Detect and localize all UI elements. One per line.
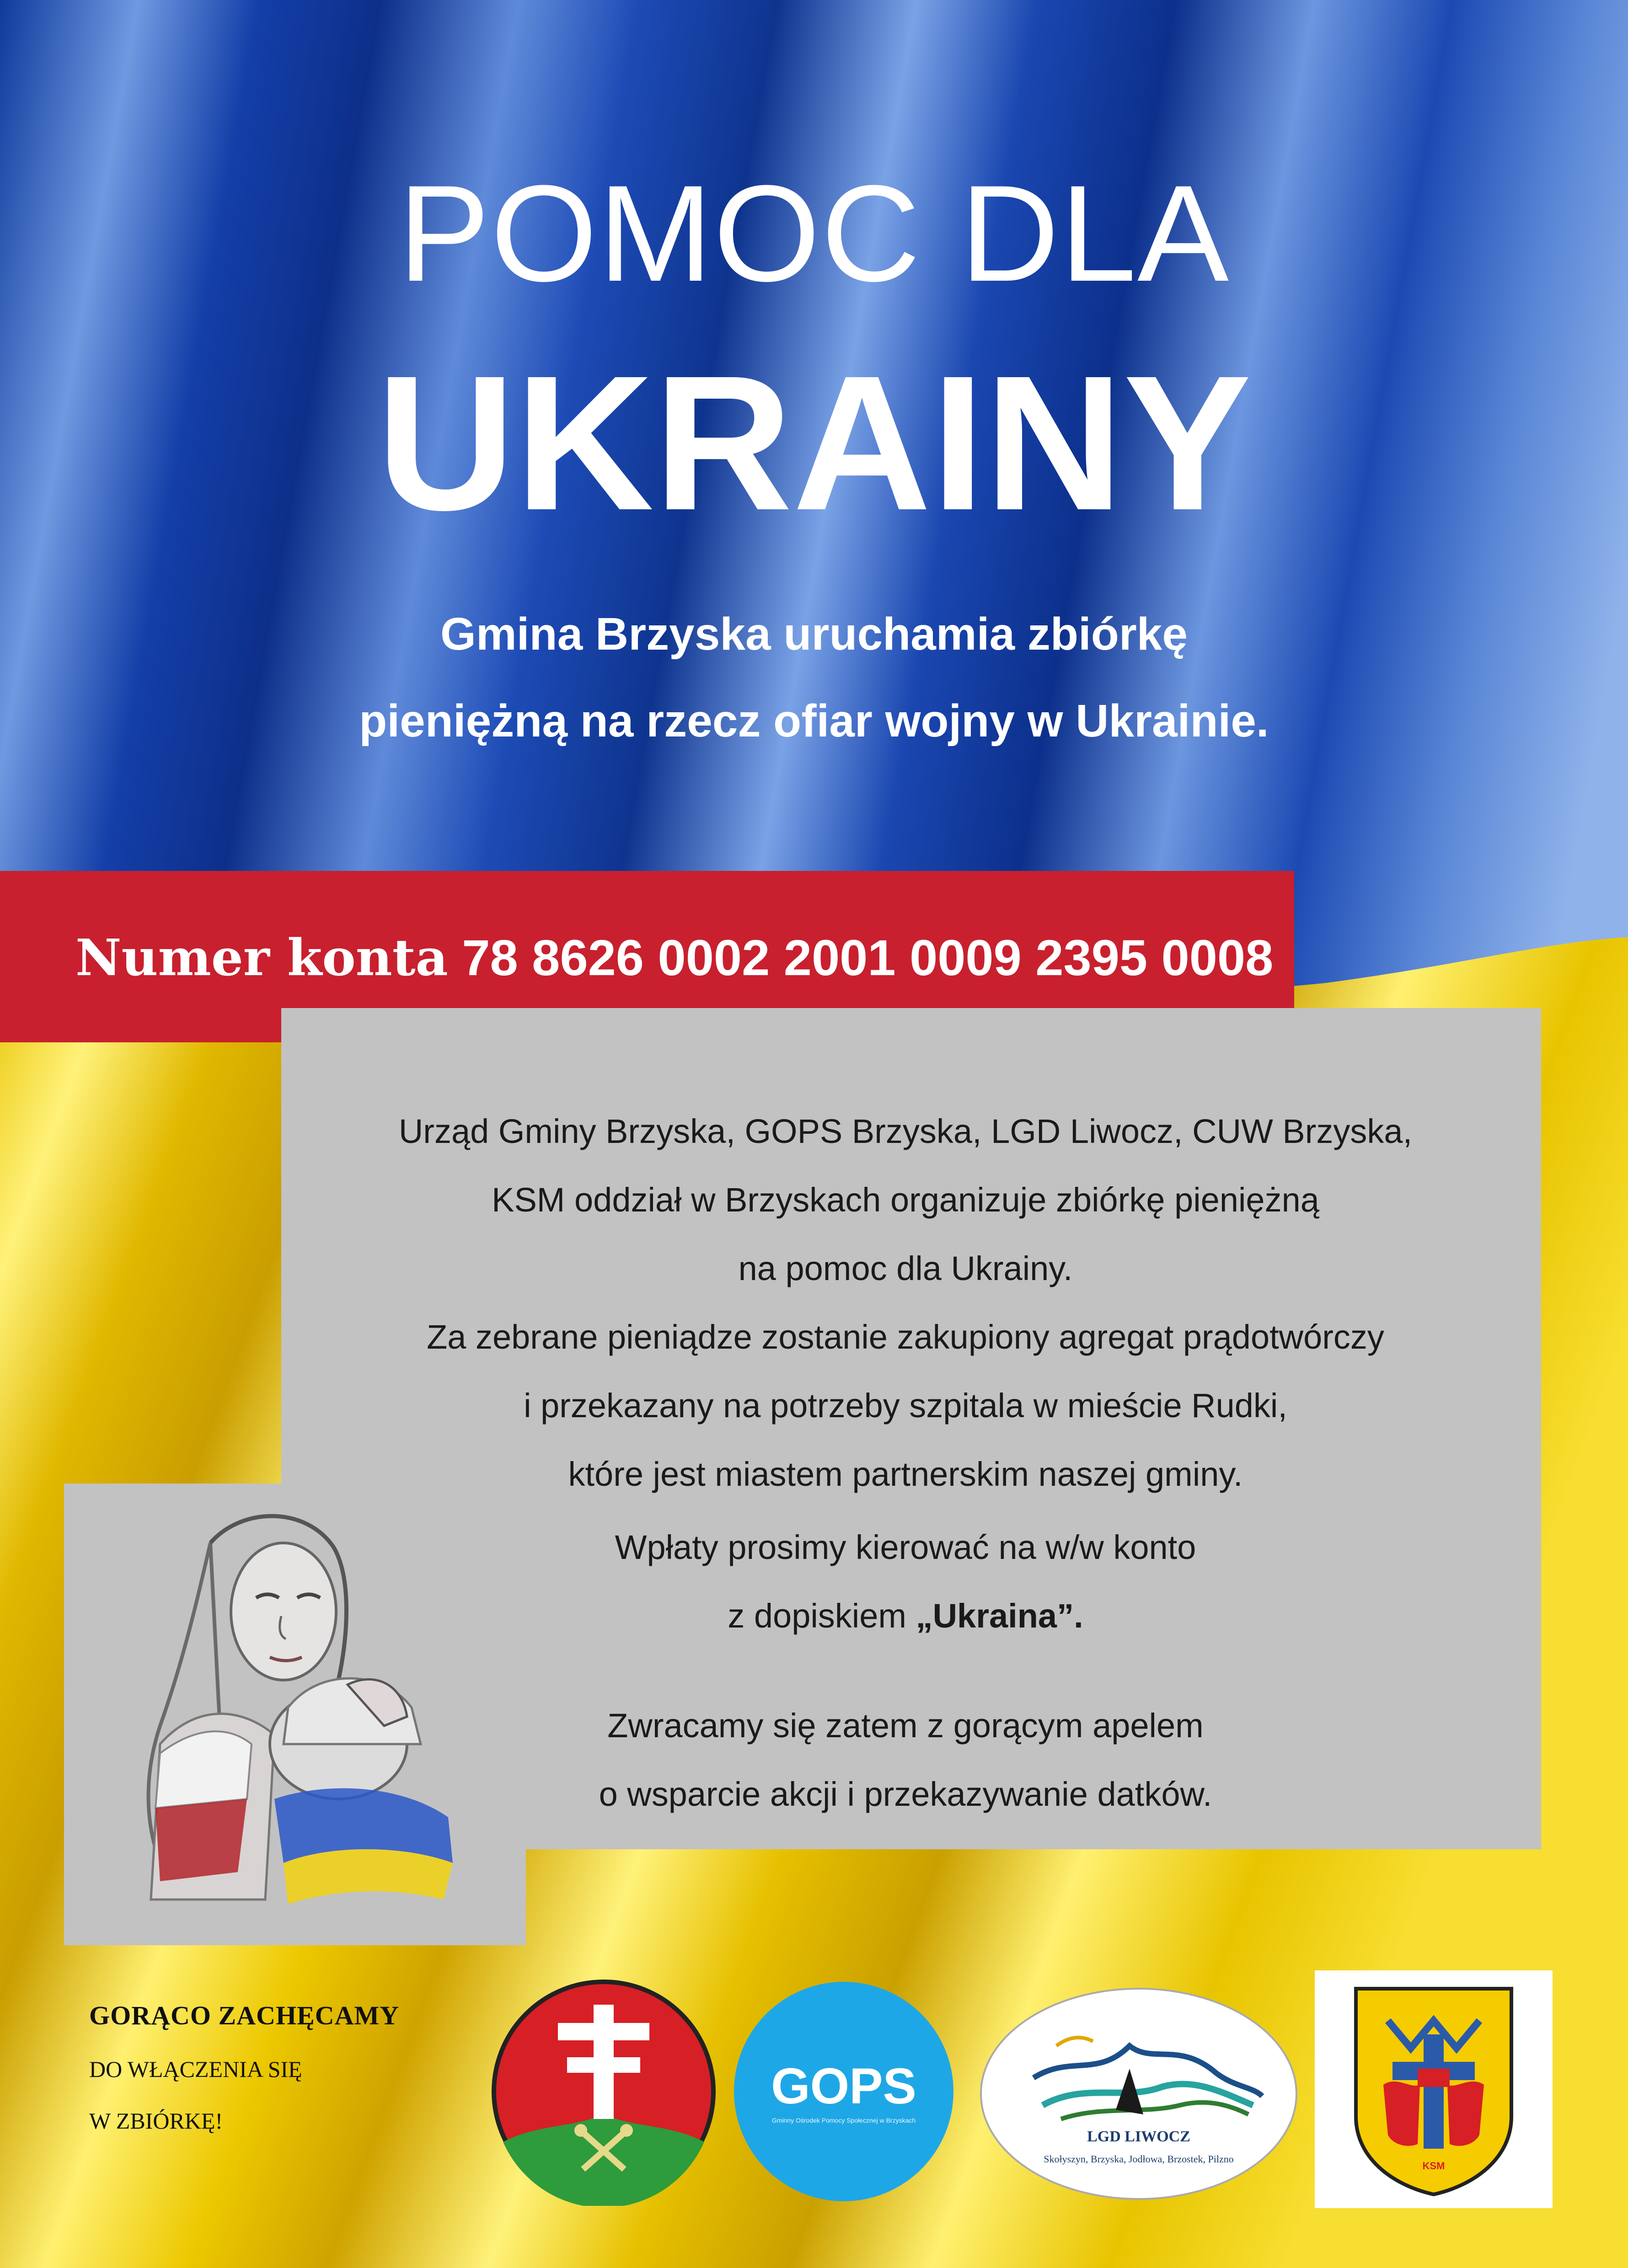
women-embrace-illustration — [91, 1488, 530, 1941]
payment-prefix: z dopiskiem — [728, 1597, 916, 1635]
lgd-liwocz-logo-icon — [979, 1986, 1299, 2201]
account-number: 78 8626 0002 2001 0009 2395 0008 — [462, 930, 1274, 986]
cta-line3: W ZBIÓRKĘ! — [89, 2108, 223, 2134]
appeal-line1: Zwracamy się zatem z gorącym apelem — [607, 1707, 1204, 1745]
payment-line1: Wpłaty prosimy kierować na w/w konto — [615, 1528, 1196, 1566]
paragraph-line: Urząd Gminy Brzyska, GOPS Brzyska, LGD Liwocz, CUW Brzyska, — [398, 1112, 1413, 1150]
subtitle-line2: pieniężną na rzecz ofiar wojny w Ukrainie. — [359, 695, 1269, 747]
payment-keyword: „Ukraina”. — [916, 1597, 1083, 1635]
paragraph-line: Za zebrane pieniądze zostanie zakupiony agregat prądotwórczy — [427, 1318, 1384, 1356]
call-to-action — [89, 2000, 399, 2134]
cta-line1: GORĄCO ZACHĘCAMY — [89, 2001, 400, 2030]
ksm-logo-icon — [1315, 1970, 1553, 2208]
gops-logo-subtext: Gminny Ośrodek Pomocy Społecznej w Brzyskach — [771, 2117, 916, 2124]
subtitle-line1: Gmina Brzyska uruchamia zbiórkę — [440, 608, 1188, 660]
title-line1: POMOC DLA — [398, 156, 1230, 310]
cta-line2: DO WŁĄCZENIA SIĘ — [89, 2056, 302, 2082]
account-label: Numer konta — [75, 928, 448, 987]
ksm-logo-text: KSM — [1422, 2160, 1445, 2172]
appeal-line2: o wsparcie akcji i przekazywanie datków. — [599, 1775, 1212, 1813]
paragraph-line: na pomoc dla Ukrainy. — [738, 1249, 1073, 1287]
gops-logo-text: GOPS — [771, 2058, 916, 2114]
paragraph-line: które jest miastem partnerskim naszej gminy. — [568, 1455, 1243, 1493]
paragraph-line: i przekazany na potrzeby szpitala w mieście Rudki, — [524, 1387, 1287, 1425]
account-number-line — [75, 928, 1273, 987]
crest-brzyska-icon — [489, 1977, 718, 2206]
main-paragraph — [293, 1097, 1518, 1509]
title-line2: UKRAINY — [376, 336, 1252, 550]
lgd-liwocz-name: LGD LIWOCZ — [1087, 2128, 1190, 2145]
paragraph-line: KSM oddział w Brzyskach organizuje zbiórkę pieniężną — [492, 1181, 1319, 1219]
lgd-liwocz-towns: Skołyszyn, Brzyska, Jodłowa, Brzostek, Pilzno — [1044, 2153, 1234, 2165]
